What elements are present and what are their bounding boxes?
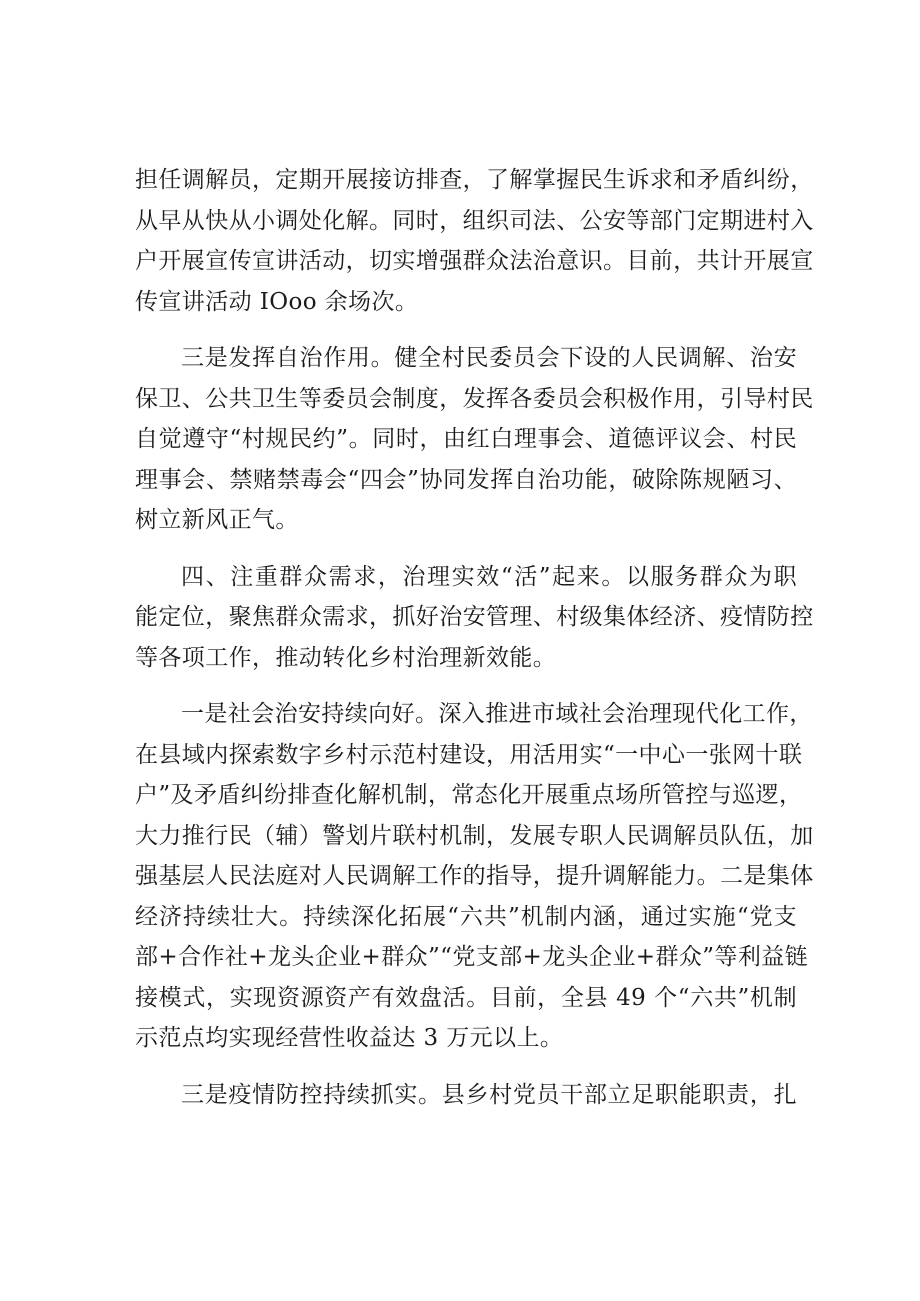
document-body: [135, 160, 814, 1131]
text-line: 部+合作社+龙头企业+群众”“党支部+龙头企业+群众”等利益链: [135, 944, 809, 970]
text-line: 能定位，聚焦群众需求，抓好治安管理、村级集体经济、疫情防控: [135, 604, 814, 630]
text-line: 等各项工作，推动转化乡村治理新效能。: [135, 644, 557, 671]
text-line: 从早从快从小调处化解。同时，组织司法、公安等部门定期进村入: [135, 207, 814, 234]
paragraph-4: [135, 694, 814, 1059]
text-line: 示范点均实现经营性收益达 3 万元以上。: [135, 1025, 564, 1051]
text-line: 传宣讲活动 IOoo 余场次。: [135, 288, 419, 315]
text-line: 大力推行民（辅）警划片联村机制，发展专职人民调解员队伍，加: [135, 822, 814, 849]
text-line: 担任调解员，定期开展接访排查，了解掌握民生诉求和矛盾纠纷，: [135, 167, 814, 193]
paragraph-3: [135, 557, 814, 679]
paragraph-1: [135, 160, 814, 322]
text-line: 户开展宣传宣讲活动，切实增强群众法治意识。目前，共计开展宣: [135, 248, 814, 274]
text-line: 在县域内探索数字乡村示范村建设，用活用实“一中心一张网十联: [135, 741, 803, 768]
text-line: 理事会、禁赌禁毒会“四会”协同发挥自治功能，破除陈规陋习、: [135, 466, 797, 493]
text-line: 三是发挥自治作用。健全村民委员会下设的人民调解、治安: [181, 345, 797, 371]
paragraph-5: [135, 1075, 797, 1116]
text-line: 自觉遵守“村规民约”。同时，由红白理事会、道德评议会、村民: [135, 426, 797, 452]
text-line: 强基层人民法庭对人民调解工作的指导，提升调解能力。二是集体: [135, 863, 814, 889]
text-line: 树立新风正气。: [135, 507, 299, 533]
paragraph-2: [135, 338, 814, 541]
text-line: 保卫、公共卫生等委员会制度，发挥各委员会积极作用，引导村民: [135, 385, 814, 412]
section-heading-line: 四、注重群众需求，治理实效“活”起来。以服务群众为职: [181, 563, 797, 590]
text-line: 一是社会治安持续向好。深入推进市域社会治理现代化工作，: [181, 701, 813, 727]
text-line: 户”及矛盾纠纷排查化解机制，常态化开展重点场所管控与巡逻，: [135, 782, 803, 808]
text-line: 接模式，实现资源资产有效盘活。目前，全县 49 个“六共”机制: [135, 984, 797, 1011]
text-line: 三是疫情防控持续抓实。县乡村党员干部立足职能职责，扎: [181, 1081, 797, 1108]
text-line: 经济持续壮大。持续深化拓展“六共”机制内涵，通过实施“党支: [135, 903, 797, 930]
